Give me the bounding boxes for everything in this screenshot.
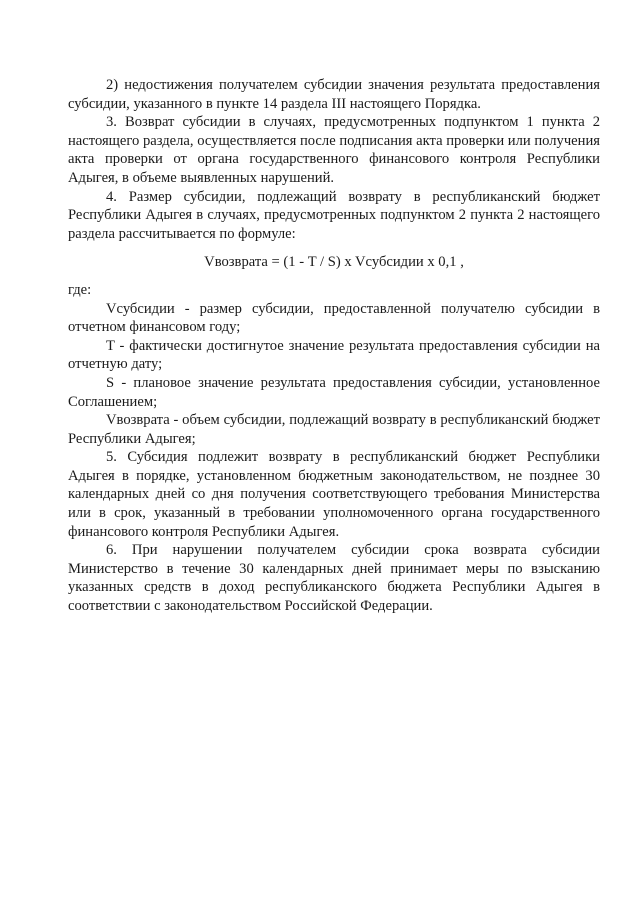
document-page <box>68 76 600 616</box>
definition-t: T - фактически достигнутое значение результата предоставления субсидии на отчетную дату; <box>68 337 600 373</box>
refund-formula: Vвозврата = (1 - T / S) x Vсубсидии x 0,1 , <box>204 254 464 271</box>
definition-subsidy: Vсубсидии - размер субсидии, предоставленной получателю субсидии в отчетном финансовом году; <box>68 300 600 336</box>
paragraph-item-3: 3. Возврат субсидии в случаях, предусмотренных подпунктом 1 пункта 2 настоящего раздела, осуществляется после подписания акта проверки или получения акта проверки от органа государственного финансового контроля Республики Адыгея, в объеме выявленных нарушений. <box>68 114 600 186</box>
paragraph-item-2: 2) недостижения получателем субсидии значения результата предоставления субсидии, указанного в пункте 14 раздела III настоящего Порядка. <box>68 77 600 112</box>
paragraph-item-5: 5. Субсидия подлежит возврату в республиканский бюджет Республики Адыгея в порядке, установленном бюджетным законодательством, не позднее 30 календарных дней со дня получения соответствующего требования Министерства или в срок, указанный в требовании уполномоченного органа государственного финансового контроля Республики Адыгея. <box>68 449 600 540</box>
paragraph-item-6: 6. При нарушении получателем субсидии срока возврата субсидии Министерство в течение 30 календарных дней принимает меры по взысканию указанных средств в доход республиканского бюджета Республики Адыгея в соответствии с законодательством Российской Федерации. <box>68 542 600 615</box>
definition-refund: Vвозврата - объем субсидии, подлежащий возврату в республиканский бюджет Республики Адыгея; <box>68 412 600 447</box>
paragraph-item-4: 4. Размер субсидии, подлежащий возврату в республиканский бюджет Республики Адыгея в случаях, предусмотренных подпунктом 2 пункта 2 настоящего раздела рассчитывается по формуле: <box>68 188 600 242</box>
where-label: где: <box>68 281 92 298</box>
definition-s: S - плановое значение результата предоставления субсидии, установленное Соглашением; <box>68 374 600 410</box>
